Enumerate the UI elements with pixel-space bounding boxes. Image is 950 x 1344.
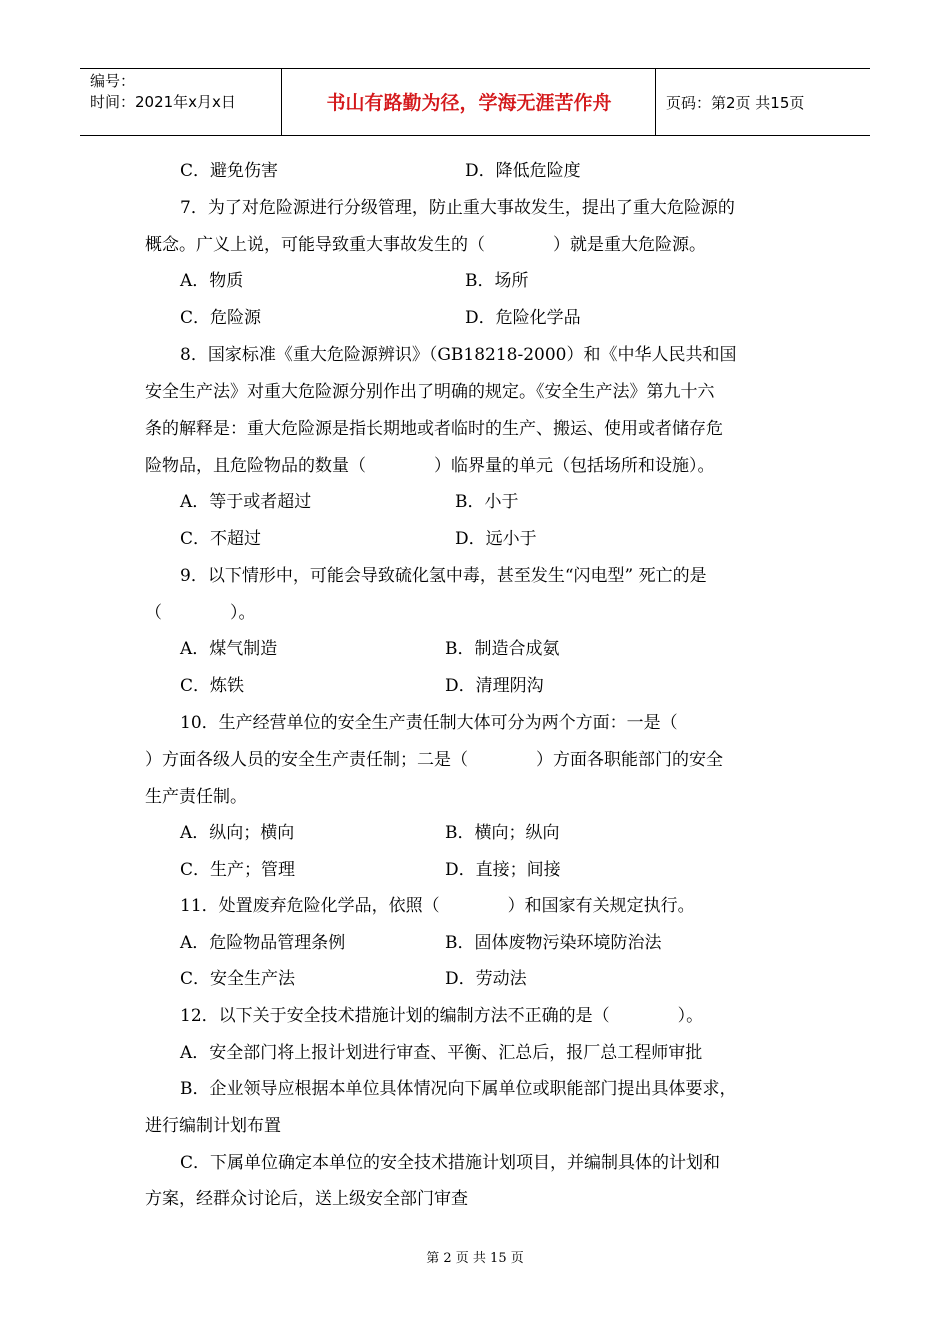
option-d-q11: D．劳动法	[445, 969, 527, 989]
option-d-q6: D．降低危险度	[465, 161, 581, 181]
option-c-q7: C．危险源	[180, 308, 262, 328]
option-a-q7: A．物质	[180, 271, 244, 291]
option-d-q8: D．远小于	[455, 529, 537, 549]
option-a-q9: A．煤气制造	[180, 639, 278, 659]
option-a-q11: A．危险物品管理条例	[180, 933, 346, 953]
header-date: 时间：2021年x月x日	[90, 93, 236, 111]
option-a-q10: A．纵向；横向	[180, 823, 295, 843]
question-7-line-2: 概念。广义上说，可能导致重大事故发生的（ ）就是重大危险源。	[145, 235, 706, 255]
question-9-line-2: （ ）。	[145, 603, 256, 623]
question-8-line-3: 条的解释是：重大危险源是指长期地或者临时的生产、搬运、使用或者储存危	[145, 419, 723, 439]
option-c-q12-line-1: C．下属单位确定本单位的安全技术措施计划项目，并编制具体的计划和	[180, 1153, 721, 1173]
question-7-line-1: 7．为了对危险源进行分级管理，防止重大事故发生，提出了重大危险源的	[180, 198, 735, 218]
question-10-line-2: ）方面各级人员的安全生产责任制；二是（ ）方面各职能部门的安全	[145, 750, 723, 770]
question-8-line-1: 8．国家标准《重大危险源辨识》（GB18218-2000）和《中华人民共和国	[180, 345, 737, 365]
question-8-line-2: 安全生产法》对重大危险源分别作出了明确的规定。《安全生产法》第九十六	[145, 382, 715, 402]
question-12-line-1: 12．以下关于安全技术措施计划的编制方法不正确的是（ ）。	[180, 1006, 704, 1026]
option-b-q10: B．横向；纵向	[445, 823, 560, 843]
option-c-q12-line-2: 方案，经群众讨论后，送上级安全部门审查	[145, 1189, 468, 1209]
option-b-q8: B．小于	[455, 492, 519, 512]
option-c-q8: C．不超过	[180, 529, 262, 549]
header-bottom-rule	[80, 135, 870, 136]
option-c-q9: C．炼铁	[180, 676, 245, 696]
option-a-q12: A．安全部门将上报计划进行审查、平衡、汇总后，报厂总工程师审批	[180, 1043, 703, 1063]
question-9-line-1: 9．以下情形中，可能会导致硫化氢中毒，甚至发生“闪电型” 死亡的是	[180, 566, 707, 586]
option-d-q7: D．危险化学品	[465, 308, 581, 328]
option-b-q12-line-2: 进行编制计划布置	[145, 1116, 281, 1136]
option-b-q9: B．制造合成氨	[445, 639, 560, 659]
header-meta	[90, 71, 236, 113]
question-10-line-1: 10．生产经营单位的安全生产责任制大体可分为两个方面：一是（	[180, 713, 678, 733]
question-10-line-3: 生产责任制。	[145, 787, 247, 807]
option-a-q8: A．等于或者超过	[180, 492, 312, 512]
option-c-q11: C．安全生产法	[180, 969, 296, 989]
option-b-q7: B．场所	[465, 271, 529, 291]
page-footer: 第 2 页 共 15 页	[426, 1251, 524, 1266]
option-c-q10: C．生产；管理	[180, 860, 296, 880]
header-number-label: 编号：	[90, 72, 136, 90]
option-b-q12-line-1: B．企业领导应根据本单位具体情况向下属单位或职能部门提出具体要求，	[180, 1079, 737, 1099]
option-b-q11: B．固体废物污染环境防治法	[445, 933, 662, 953]
question-8-line-4: 险物品，且危险物品的数量（ ）临界量的单元（包括场所和设施）。	[145, 456, 715, 476]
header-top-rule	[80, 68, 870, 69]
question-11-line-1: 11．处置废弃危险化学品，依照（ ）和国家有关规定执行。	[180, 896, 695, 916]
option-c-q6: C．避免伤害	[180, 161, 279, 181]
header-motto: 书山有路勤为径，学海无涯苦作舟	[326, 92, 612, 114]
header-page-info: 页码：第2页 共15页	[666, 94, 805, 112]
option-d-q9: D．清理阴沟	[445, 676, 544, 696]
option-d-q10: D．直接；间接	[445, 860, 561, 880]
